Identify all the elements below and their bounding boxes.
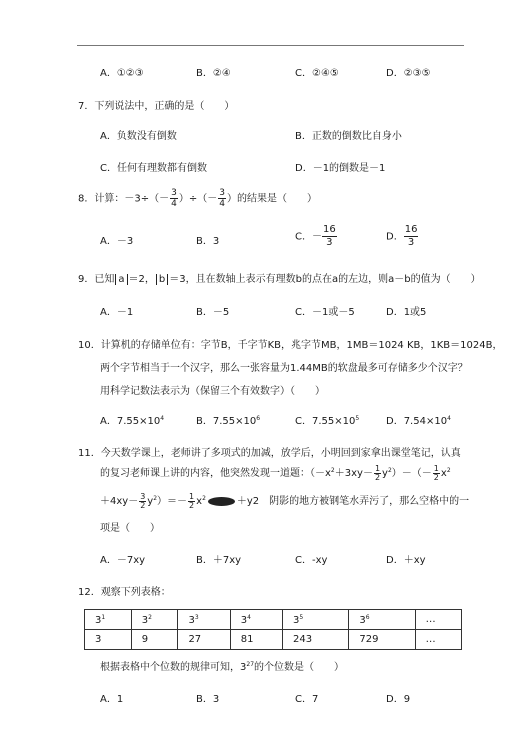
q8-frac2-num: 3 [219,188,225,198]
cell-exp: 3 [194,613,199,621]
q11-line2-f: x [440,468,447,479]
q8-option-c-fraction [322,224,337,249]
q10-option-b [196,412,260,427]
q12-after-text [100,658,344,673]
table-cell: 3 [85,630,132,650]
q9-option-b: B．－5 [196,307,230,318]
table-cell [131,610,178,630]
table-row [85,630,462,650]
cell-exp: 1 [101,613,106,621]
cell-base: 3 [188,614,195,626]
q8-stem-post: ）的结果是（ ） [226,193,317,205]
q12-after-post: 的个位数是（ ） [254,662,345,673]
q8-option-c-num: 16 [322,224,336,235]
q11-line2-e: ）－（－ [391,468,432,479]
table-cell [415,610,461,630]
q11-line-1: 11．今天数学课上，老师讲了多项式的加减，放学后，小明回到家拿出课堂笔记，认真 [78,448,461,459]
q10-option-d [386,412,451,427]
cell-exp: 5 [299,613,304,621]
q10-option-a-base: A．7.55×10 [100,416,161,427]
cell-base: 3 [95,614,102,626]
q11-line3-frac2-num: 1 [189,491,195,501]
q7-stem: 7．下列说法中，正确的是（ ） [78,101,235,112]
q6-option-a: A．①②③ [100,68,144,79]
q9-abs-a: a [115,274,127,285]
q9-eq-a: ＝2， [128,274,155,285]
q6-option-d: D．②③⑤ [386,68,431,79]
q10-option-a [100,412,164,427]
q11-option-b: B．＋7xy [196,555,242,566]
q11-line3-f: ＋y2 阴影的地方被钢笔水弄污了，那么空格中的一 [236,496,470,507]
table-cell [85,610,132,630]
q10-line-1: 10．计算机的存储单位有：字节B，千字节KB，兆字节MB，1MB＝1024 KB，1KB＝1024B， [78,340,503,351]
q8-option-c-prefix: C．－ [295,231,322,243]
q9-abs-b: b [156,274,168,285]
q11-line2-frac1-num: 1 [374,463,381,473]
cell-base: 3 [240,614,248,626]
q8-stem-pre: 8．计算：－3÷（－ [78,193,170,205]
q11-line2-pre: 的复习老师课上讲的内容，他突然发现一道题：（－x [100,468,331,479]
q11-line3-frac2 [188,493,195,510]
q11-line-4: 项是（ ） [100,523,160,534]
table-cell [283,610,349,630]
q8-frac2-den: 4 [219,199,225,209]
q10-option-c-base: C．7.55×10 [295,416,356,427]
q8-option-d-fraction [404,224,419,249]
q8-stem [78,188,317,209]
q11-line3-frac2-den: 2 [189,500,195,510]
table-cell: 9 [131,630,178,650]
q11-line3-exp1: 2 [153,495,158,502]
q11-line-3 [100,492,469,510]
q12-after-pre: 根据表格中个位数的规律可知，3 [100,662,247,673]
q12-option-d: D．9 [386,694,411,705]
q8-frac1-num: 3 [171,188,177,198]
q11-option-a: A．－7xy [100,555,146,566]
q10-option-b-exp: 6 [256,415,261,422]
q6-option-c: C．②④⑤ [295,68,339,79]
q11-line2-exp3: 2 [446,467,451,474]
q11-line3-c: ）＝－ [157,496,188,507]
table-cell: 27 [178,630,230,650]
q11-line2-frac1 [374,465,381,482]
q8-stem-mid: ）÷（－ [178,193,218,205]
q11-option-d: D．＋xy [386,555,426,566]
cell-exp: 4 [247,613,251,621]
q8-option-c [295,224,337,249]
table-cell [230,610,282,630]
q11-line3-exp2: 2 [202,495,206,502]
q10-option-c [295,412,359,427]
cell-base: 3 [359,614,366,626]
q8-option-d-den: 3 [407,237,415,248]
q8-option-a: A．－3 [100,236,134,247]
ink-blot [208,497,235,506]
q12-option-c: C．7 [295,694,319,705]
cell-base: 3 [293,614,300,626]
q11-line2-c: y [382,468,388,479]
q10-option-d-exp: 4 [447,415,451,422]
q11-line-2 [100,464,451,482]
q10-option-d-base: D．7.54×10 [386,416,448,427]
q9-option-a: A．－1 [100,307,134,318]
q12-after-exp: 27 [246,661,255,668]
q8-option-d-prefix: D． [386,231,404,243]
cell-exp: 6 [365,613,370,621]
q10-line-3: 用科学记数法表示为（保留三个有效数字）（ ） [100,386,325,397]
q12-option-b: B．3 [196,694,220,705]
q8-option-b: B．3 [196,236,220,247]
q7-option-d: D．－1的倒数是－1 [295,163,386,174]
q10-option-a-exp: 4 [160,415,165,422]
q8-option-d [386,224,418,249]
table-cell [178,610,230,630]
table-row [85,610,462,630]
q11-line3-pre: ＋4xy－ [100,496,139,507]
q11-line2-exp1: 2 [330,467,335,474]
q9-option-c: C．－1或－5 [295,307,355,318]
header-rule [77,45,464,46]
q12-stem: 12．观察下列表格： [78,587,171,598]
q7-option-a: A．负数没有倒数 [100,131,177,142]
q11-line2-frac2-num: 1 [433,463,439,473]
q11-line3-a: y [147,496,154,507]
cell-base: … [425,614,436,625]
q7-option-b: B．正数的倒数比自身小 [295,131,402,142]
q11-line2-frac1-den: 2 [374,472,381,482]
q12-option-a: A．1 [100,694,124,705]
cell-base: 3 [141,614,149,626]
q11-line2-frac2 [433,465,440,482]
q11-option-c: C．-xy [295,555,328,566]
table-cell: 81 [230,630,282,650]
q9-option-d: D．1或5 [386,307,427,318]
q11-line3-d: x [196,496,203,507]
q6-option-b: B．②④ [196,68,231,79]
table-cell: … [415,630,461,650]
q11-line3-frac1 [139,493,146,510]
q11-line3-frac1-num: 3 [140,491,146,501]
powers-table [84,609,462,650]
q9-stem [78,270,481,285]
q11-line3-frac1-den: 2 [140,500,146,510]
table-cell [349,610,415,630]
q8-fraction-2 [218,188,226,209]
q10-line-2: 两个字节相当于一个汉字，那么一张容量为1.44MB的软盘最多可存储多少个汉字？ [100,363,468,374]
q8-frac1-den: 4 [171,199,177,209]
table-cell: 729 [349,630,415,650]
q11-line2-b: ＋3xy－ [334,468,373,479]
q10-option-c-exp: 5 [355,415,360,422]
q7-option-c: C．任何有理数都有倒数 [100,163,207,174]
q11-line2-frac2-den: 2 [433,472,439,482]
q8-option-c-den: 3 [326,237,333,248]
q11-line2-exp2: 2 [387,467,392,474]
q9-eq-b: ＝3，且在数轴上表示有理数b的点在a的左边，则a－b的值为（ ） [169,274,481,285]
q8-option-d-num: 16 [404,224,418,235]
table-cell: 243 [283,630,349,650]
q8-fraction-1 [170,188,178,209]
q9-pre: 9．已知 [78,274,115,285]
q10-option-b-base: B．7.55×10 [196,416,257,427]
cell-exp: 2 [148,613,152,621]
